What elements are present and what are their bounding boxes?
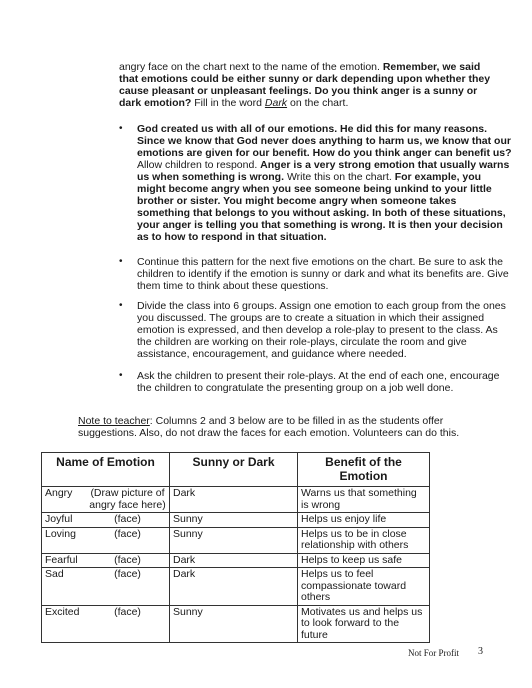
intro-bold-text: that emotions could be either sunny or dark depending upon whether they — [119, 73, 491, 85]
table-row — [42, 568, 430, 606]
column-header: Name of Emotion — [42, 453, 170, 487]
column-header: Sunny or Dark — [170, 453, 298, 487]
dark-word: Dark — [264, 97, 288, 109]
bullet-1-line: something that belongs to you without asking. In both of these situations, — [137, 207, 506, 219]
bullet-4-line: Ask the children to present their role-plays. At the end of each one, encourage — [137, 370, 500, 382]
teacher-note — [78, 415, 459, 439]
table-row — [42, 487, 430, 513]
bullet-3-line: assistance, encouragement, and guidance where needed. — [137, 348, 407, 360]
bullet-paragraph-3 — [137, 300, 506, 360]
bullet-1-line: emotions are given for our benefit. How do you think anger can benefit us? — [137, 147, 512, 159]
emotion-cell — [42, 553, 170, 568]
page-number: 3 — [478, 646, 483, 657]
table-row — [42, 513, 430, 528]
bullet-1-line: brother or sister. You might become angry when someone takes — [137, 195, 457, 207]
bullet-4-line: the children to congratulate the presenting group on a job well done. — [137, 382, 454, 394]
bullet-1-line: Anger is a very strong emotion that usually warns — [260, 159, 510, 171]
benefit-cell: Helps us to be in close relationship with others — [298, 527, 430, 553]
bullet-3-line: emotion is expressed, and then develop a role-play to present to the class. As — [137, 324, 498, 336]
bullet-2-line: Continue this pattern for the next five emotions on the chart. Be sure to ask the — [137, 256, 503, 268]
intro-bold-text: cause pleasant or unpleasant feelings. Do you think anger is a sunny or — [119, 85, 478, 97]
intro-text: angry face on the chart next to the name of the emotion. — [119, 61, 380, 73]
bullet-icon: • — [119, 256, 123, 267]
bullet-1-line: Since we know that God never does anything to harm us, we know that our — [137, 135, 511, 147]
bullet-2-line: children to identify if the emotion is sunny or dark and what its benefits are. Give — [137, 268, 509, 280]
type-cell: Dark — [170, 553, 298, 568]
emotion-cell — [42, 568, 170, 606]
emotion-name: Fearful — [45, 553, 78, 566]
bullet-3-line: you discussed. The groups are to create a situation in which their assigned — [137, 312, 485, 324]
type-cell: Dark — [170, 487, 298, 513]
intro-bold-text: dark emotion? — [119, 97, 192, 109]
benefit-cell: Helps us to feel compassionate toward others — [298, 568, 430, 606]
table-row — [42, 605, 430, 643]
face-placeholder: (face) — [114, 605, 141, 618]
bullet-icon: • — [119, 123, 123, 134]
emotion-cell — [42, 487, 170, 513]
emotion-cell — [42, 513, 170, 528]
type-cell: Dark — [170, 568, 298, 606]
bullet-paragraph-4 — [137, 370, 499, 394]
bullet-1-line: Allow children to respond. — [137, 159, 258, 171]
note-text: : Columns 2 and 3 below are to be filled in as the students offer — [149, 415, 444, 427]
table-row — [42, 527, 430, 553]
intro-text: Fill in the word — [194, 97, 262, 109]
bullet-1-line: as to how to respond in that situation. — [137, 231, 327, 243]
emotion-name: Joyful — [45, 513, 73, 525]
emotion-name: Loving — [45, 527, 76, 540]
face-placeholder: (face) — [114, 527, 141, 540]
emotion-name: Sad — [45, 568, 64, 580]
type-cell: Sunny — [170, 527, 298, 553]
bullet-icon: • — [119, 370, 123, 381]
intro-text: on the chart. — [289, 97, 349, 109]
face-placeholder: (face) — [114, 553, 141, 566]
bullet-1-line: might become angry when you see someone being unkind to your little — [137, 183, 492, 195]
bullet-1-line: your anger is telling you that something is wrong. It is then your decision — [137, 219, 503, 231]
bullet-paragraph-1 — [137, 123, 512, 243]
intro-paragraph — [119, 61, 490, 109]
type-cell: Sunny — [170, 513, 298, 528]
bullet-paragraph-2 — [137, 256, 509, 292]
bullet-1-line: us when something is wrong. — [137, 171, 285, 183]
benefit-cell: Warns us that something is wrong — [298, 487, 430, 513]
bullet-1-line: God created us with all of our emotions. He did this for many reasons. — [137, 123, 488, 135]
bullet-1-line: For example, you — [394, 171, 482, 183]
type-cell: Sunny — [170, 605, 298, 643]
benefit-cell: Helps us enjoy life — [298, 513, 430, 528]
emotion-cell — [42, 527, 170, 553]
bullet-3-line: the children are working on their role-plays, circulate the room and give — [137, 336, 467, 348]
footer-text: Not For Profit — [408, 648, 460, 658]
benefit-cell: Helps to keep us safe — [298, 553, 430, 568]
bullet-icon: • — [119, 300, 123, 311]
face-placeholder: (Draw picture of angry face here) — [89, 487, 166, 511]
face-placeholder: (face) — [114, 568, 141, 580]
column-header: Benefit of the Emotion — [298, 453, 430, 487]
intro-bold-text: Remember, we said — [382, 61, 481, 73]
emotions-table — [41, 452, 430, 643]
bullet-2-line: them time to think about these questions. — [137, 280, 329, 292]
bullet-3-line: Divide the class into 6 groups. Assign one emotion to each group from the ones — [137, 300, 506, 312]
table-row — [42, 553, 430, 568]
note-text: suggestions. Also, do not draw the faces for each emotion. Volunteers can do this. — [78, 427, 460, 439]
face-placeholder: (face) — [114, 513, 141, 525]
note-label: Note to teacher — [78, 415, 150, 427]
bullet-1-line: Write this on the chart. — [286, 171, 392, 183]
emotion-name: Angry — [45, 487, 73, 499]
emotion-name: Excited — [45, 605, 80, 618]
emotion-cell — [42, 605, 170, 643]
benefit-cell: Motivates us and helps us to look forward to the future — [298, 605, 430, 643]
table-header-row — [42, 453, 430, 487]
